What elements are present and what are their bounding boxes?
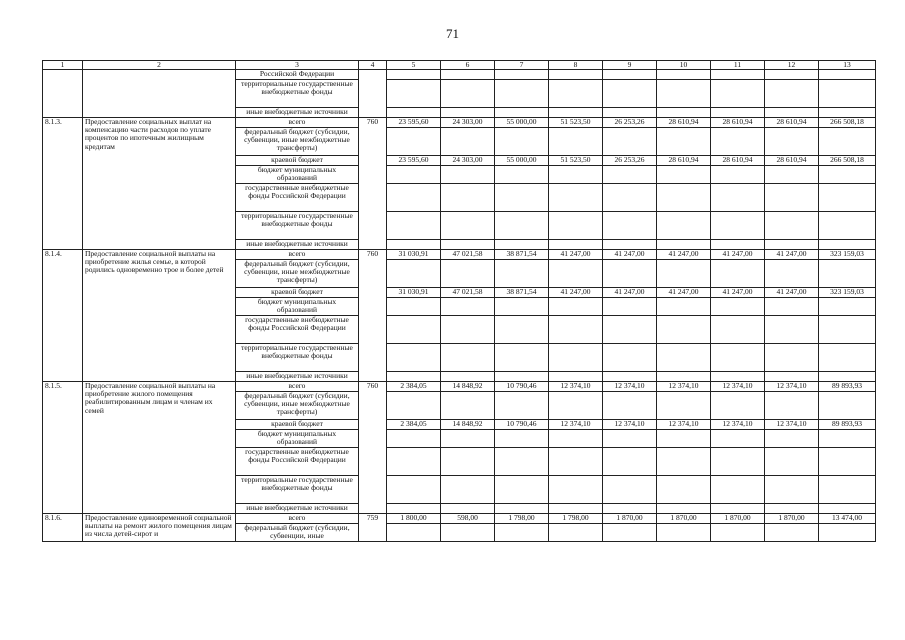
budget-code: 759 [359, 514, 387, 542]
value-cell: 23 595,60 [387, 118, 441, 128]
item-code: 8.1.4. [43, 250, 83, 382]
value-cell: 38 871,54 [495, 288, 549, 298]
column-header: 4 [359, 61, 387, 70]
value-cell [495, 316, 549, 344]
value-cell [819, 80, 876, 108]
value-cell: 12 374,10 [549, 420, 603, 430]
value-cell: 1 870,00 [711, 514, 765, 524]
value-cell [657, 430, 711, 448]
value-cell: 28 610,94 [657, 118, 711, 128]
value-cell [657, 524, 711, 542]
value-cell [387, 476, 441, 504]
value-cell [549, 430, 603, 448]
value-cell [549, 448, 603, 476]
value-cell: 1 870,00 [765, 514, 819, 524]
value-cell [711, 316, 765, 344]
funding-source: бюджет муниципальных образований [236, 298, 359, 316]
value-cell: 89 893,93 [819, 420, 876, 430]
value-cell: 26 253,26 [603, 118, 657, 128]
value-cell [495, 372, 549, 382]
item-code: 8.1.6. [43, 514, 83, 542]
value-cell [711, 70, 765, 80]
item-name [83, 70, 236, 118]
value-cell [495, 344, 549, 372]
funding-source: территориальные государственные внебюджетные фонды [236, 344, 359, 372]
value-cell: 24 303,00 [441, 156, 495, 166]
value-cell: 24 303,00 [441, 118, 495, 128]
budget-code: 760 [359, 118, 387, 250]
value-cell [603, 372, 657, 382]
value-cell [603, 184, 657, 212]
column-header: 13 [819, 61, 876, 70]
funding-source: иные внебюджетные источники [236, 240, 359, 250]
value-cell [711, 128, 765, 156]
value-cell [711, 524, 765, 542]
value-cell [711, 184, 765, 212]
value-cell [549, 184, 603, 212]
value-cell [549, 344, 603, 372]
value-cell [765, 392, 819, 420]
value-cell: 28 610,94 [657, 156, 711, 166]
value-cell [495, 240, 549, 250]
value-cell [711, 108, 765, 118]
value-cell: 55 000,00 [495, 156, 549, 166]
value-cell: 55 000,00 [495, 118, 549, 128]
budget-code [359, 70, 387, 118]
value-cell: 1 798,00 [495, 514, 549, 524]
value-cell: 2 384,05 [387, 382, 441, 392]
value-cell [549, 166, 603, 184]
value-cell [819, 298, 876, 316]
value-cell [549, 128, 603, 156]
value-cell [549, 108, 603, 118]
value-cell: 28 610,94 [711, 156, 765, 166]
value-cell [711, 260, 765, 288]
budget-code: 760 [359, 250, 387, 382]
value-cell [603, 524, 657, 542]
value-cell [387, 504, 441, 514]
funding-source: иные внебюджетные источники [236, 372, 359, 382]
value-cell [387, 316, 441, 344]
value-cell [441, 128, 495, 156]
value-cell [657, 344, 711, 372]
value-cell: 28 610,94 [711, 118, 765, 128]
value-cell [657, 70, 711, 80]
value-cell [603, 212, 657, 240]
value-cell: 2 384,05 [387, 420, 441, 430]
value-cell [603, 70, 657, 80]
table-row [43, 70, 876, 80]
value-cell [819, 240, 876, 250]
value-cell [387, 448, 441, 476]
value-cell [819, 504, 876, 514]
value-cell [765, 80, 819, 108]
value-cell [819, 166, 876, 184]
table-header-row [43, 61, 876, 70]
value-cell [819, 392, 876, 420]
value-cell [495, 108, 549, 118]
item-name: Предоставление социальной выплаты на приобретение жилого помещения реабилитированным лицам и членам их семей [83, 382, 236, 514]
funding-source: государственные внебюджетные фонды Российской Федерации [236, 448, 359, 476]
value-cell: 12 374,10 [711, 382, 765, 392]
value-cell [765, 184, 819, 212]
value-cell: 12 374,10 [765, 382, 819, 392]
value-cell [387, 212, 441, 240]
value-cell: 12 374,10 [711, 420, 765, 430]
value-cell [387, 70, 441, 80]
value-cell [711, 392, 765, 420]
value-cell [603, 128, 657, 156]
budget-code: 760 [359, 382, 387, 514]
value-cell [657, 260, 711, 288]
funding-source: Российской Федерации [236, 70, 359, 80]
funding-source: государственные внебюджетные фонды Российской Федерации [236, 184, 359, 212]
value-cell [819, 260, 876, 288]
value-cell [495, 504, 549, 514]
value-cell [765, 212, 819, 240]
value-cell [819, 316, 876, 344]
value-cell [549, 298, 603, 316]
value-cell: 41 247,00 [657, 250, 711, 260]
value-cell [819, 108, 876, 118]
value-cell: 38 871,54 [495, 250, 549, 260]
value-cell: 12 374,10 [657, 420, 711, 430]
value-cell: 41 247,00 [711, 288, 765, 298]
value-cell [765, 70, 819, 80]
value-cell [765, 316, 819, 344]
value-cell: 12 374,10 [549, 382, 603, 392]
value-cell: 10 790,46 [495, 420, 549, 430]
funding-source: территориальные государственные внебюджетные фонды [236, 476, 359, 504]
column-header: 7 [495, 61, 549, 70]
value-cell [549, 240, 603, 250]
value-cell: 323 159,03 [819, 288, 876, 298]
value-cell [387, 298, 441, 316]
value-cell [549, 372, 603, 382]
value-cell: 51 523,50 [549, 156, 603, 166]
value-cell [603, 430, 657, 448]
value-cell [387, 128, 441, 156]
value-cell [549, 504, 603, 514]
table-row [43, 118, 876, 128]
item-code: 8.1.5. [43, 382, 83, 514]
page-number: 71 [446, 26, 459, 41]
value-cell [711, 344, 765, 372]
column-header: 11 [711, 61, 765, 70]
value-cell: 41 247,00 [549, 288, 603, 298]
column-header: 9 [603, 61, 657, 70]
value-cell [441, 240, 495, 250]
funding-source: всего [236, 118, 359, 128]
value-cell [657, 316, 711, 344]
value-cell [549, 476, 603, 504]
value-cell [603, 504, 657, 514]
value-cell: 47 021,58 [441, 288, 495, 298]
value-cell [549, 524, 603, 542]
funding-source: федеральный бюджет (субсидии, субвенции, иные межбюджетные трансферты) [236, 128, 359, 156]
value-cell: 12 374,10 [603, 420, 657, 430]
value-cell [657, 184, 711, 212]
value-cell [603, 476, 657, 504]
value-cell [711, 80, 765, 108]
value-cell [711, 476, 765, 504]
value-cell [387, 372, 441, 382]
value-cell: 10 790,46 [495, 382, 549, 392]
funding-source: федеральный бюджет (субсидии, субвенции, иные [236, 524, 359, 542]
value-cell [549, 260, 603, 288]
table-row [43, 250, 876, 260]
funding-source: бюджет муниципальных образований [236, 166, 359, 184]
value-cell [549, 212, 603, 240]
value-cell [441, 184, 495, 212]
value-cell [495, 392, 549, 420]
item-name: Предоставление социальной выплаты на приобретение жилья семье, в которой родились одновременно трое и более детей [83, 250, 236, 382]
value-cell [765, 372, 819, 382]
value-cell [603, 316, 657, 344]
value-cell [765, 524, 819, 542]
value-cell [387, 184, 441, 212]
value-cell: 12 374,10 [657, 382, 711, 392]
value-cell [603, 344, 657, 372]
value-cell [387, 392, 441, 420]
value-cell [765, 476, 819, 504]
value-cell [495, 260, 549, 288]
table-row [43, 514, 876, 524]
value-cell [495, 184, 549, 212]
value-cell [441, 372, 495, 382]
value-cell [549, 70, 603, 80]
funding-source: всего [236, 514, 359, 524]
funding-source: иные внебюджетные источники [236, 504, 359, 514]
value-cell [819, 344, 876, 372]
value-cell [765, 448, 819, 476]
value-cell: 14 848,92 [441, 382, 495, 392]
value-cell [711, 212, 765, 240]
value-cell [711, 240, 765, 250]
value-cell [765, 260, 819, 288]
value-cell [711, 504, 765, 514]
value-cell [819, 128, 876, 156]
value-cell [819, 476, 876, 504]
value-cell [711, 448, 765, 476]
funding-source: краевой бюджет [236, 156, 359, 166]
value-cell [657, 448, 711, 476]
value-cell [441, 316, 495, 344]
value-cell [495, 476, 549, 504]
value-cell [441, 80, 495, 108]
value-cell [441, 344, 495, 372]
table-row [43, 382, 876, 392]
funding-source: государственные внебюджетные фонды Российской Федерации [236, 316, 359, 344]
value-cell [819, 524, 876, 542]
value-cell [657, 298, 711, 316]
value-cell [387, 344, 441, 372]
value-cell: 12 374,10 [603, 382, 657, 392]
value-cell [387, 108, 441, 118]
value-cell [657, 240, 711, 250]
funding-source: территориальные государственные внебюджетные фонды [236, 80, 359, 108]
budget-table [42, 60, 876, 542]
value-cell [603, 392, 657, 420]
value-cell [441, 298, 495, 316]
value-cell [711, 166, 765, 184]
value-cell [819, 184, 876, 212]
value-cell: 266 508,18 [819, 118, 876, 128]
value-cell [441, 212, 495, 240]
value-cell [711, 372, 765, 382]
value-cell [495, 128, 549, 156]
value-cell [387, 240, 441, 250]
value-cell [495, 166, 549, 184]
funding-source: федеральный бюджет (субсидии, субвенции, иные межбюджетные трансферты) [236, 392, 359, 420]
value-cell [441, 392, 495, 420]
item-name: Предоставление социальных выплат на компенсацию части расходов по уплате процентов по ипотечным жилищным кредитам [83, 118, 236, 250]
funding-source: всего [236, 382, 359, 392]
value-cell [441, 524, 495, 542]
value-cell [495, 430, 549, 448]
value-cell: 26 253,26 [603, 156, 657, 166]
value-cell [387, 260, 441, 288]
value-cell [657, 476, 711, 504]
value-cell [603, 240, 657, 250]
value-cell [657, 128, 711, 156]
funding-source: краевой бюджет [236, 288, 359, 298]
value-cell: 14 848,92 [441, 420, 495, 430]
value-cell [711, 430, 765, 448]
value-cell [765, 240, 819, 250]
value-cell [441, 476, 495, 504]
funding-source: федеральный бюджет (субсидии, субвенции, иные межбюджетные трансферты) [236, 260, 359, 288]
value-cell [603, 298, 657, 316]
value-cell: 41 247,00 [603, 288, 657, 298]
column-header: 2 [83, 61, 236, 70]
value-cell [819, 212, 876, 240]
column-header: 6 [441, 61, 495, 70]
value-cell [603, 166, 657, 184]
value-cell: 28 610,94 [765, 118, 819, 128]
value-cell [495, 70, 549, 80]
value-cell [657, 504, 711, 514]
value-cell [441, 260, 495, 288]
value-cell [657, 392, 711, 420]
column-header: 12 [765, 61, 819, 70]
value-cell [603, 260, 657, 288]
value-cell [765, 108, 819, 118]
value-cell: 51 523,50 [549, 118, 603, 128]
value-cell [603, 108, 657, 118]
value-cell [819, 372, 876, 382]
value-cell [387, 524, 441, 542]
funding-source: всего [236, 250, 359, 260]
value-cell [441, 504, 495, 514]
value-cell: 1 800,00 [387, 514, 441, 524]
value-cell: 41 247,00 [603, 250, 657, 260]
value-cell: 1 870,00 [603, 514, 657, 524]
value-cell: 28 610,94 [765, 156, 819, 166]
column-header: 10 [657, 61, 711, 70]
value-cell [657, 108, 711, 118]
value-cell [765, 504, 819, 514]
value-cell: 41 247,00 [549, 250, 603, 260]
value-cell [819, 430, 876, 448]
value-cell [657, 372, 711, 382]
value-cell [765, 166, 819, 184]
value-cell [495, 212, 549, 240]
value-cell: 41 247,00 [711, 250, 765, 260]
value-cell [657, 80, 711, 108]
value-cell [495, 298, 549, 316]
value-cell [819, 70, 876, 80]
value-cell [441, 166, 495, 184]
value-cell [549, 80, 603, 108]
value-cell [603, 80, 657, 108]
value-cell: 41 247,00 [657, 288, 711, 298]
value-cell: 41 247,00 [765, 250, 819, 260]
value-cell: 47 021,58 [441, 250, 495, 260]
funding-source: территориальные государственные внебюджетные фонды [236, 212, 359, 240]
value-cell [549, 392, 603, 420]
column-header: 5 [387, 61, 441, 70]
funding-source: иные внебюджетные источники [236, 108, 359, 118]
value-cell [387, 430, 441, 448]
value-cell: 1 870,00 [657, 514, 711, 524]
value-cell [441, 430, 495, 448]
item-name: Предоставление единовременной социальной выплаты на ремонт жилого помещения лицам из числа детей-сирот и [83, 514, 236, 542]
value-cell: 41 247,00 [765, 288, 819, 298]
value-cell [495, 80, 549, 108]
funding-source: бюджет муниципальных образований [236, 430, 359, 448]
value-cell [441, 70, 495, 80]
value-cell [603, 448, 657, 476]
value-cell [441, 108, 495, 118]
value-cell [765, 128, 819, 156]
value-cell [441, 448, 495, 476]
value-cell [765, 430, 819, 448]
value-cell: 13 474,00 [819, 514, 876, 524]
value-cell [549, 316, 603, 344]
column-header: 8 [549, 61, 603, 70]
value-cell [819, 448, 876, 476]
value-cell [387, 166, 441, 184]
value-cell [711, 298, 765, 316]
value-cell [495, 524, 549, 542]
column-header: 1 [43, 61, 83, 70]
value-cell [765, 298, 819, 316]
item-code: 8.1.3. [43, 118, 83, 250]
value-cell [765, 344, 819, 372]
value-cell: 323 159,03 [819, 250, 876, 260]
value-cell: 23 595,60 [387, 156, 441, 166]
value-cell [657, 166, 711, 184]
funding-source: краевой бюджет [236, 420, 359, 430]
value-cell: 598,00 [441, 514, 495, 524]
value-cell: 31 030,91 [387, 288, 441, 298]
column-header: 3 [236, 61, 359, 70]
value-cell [387, 80, 441, 108]
value-cell: 12 374,10 [765, 420, 819, 430]
value-cell: 89 893,93 [819, 382, 876, 392]
value-cell: 266 508,18 [819, 156, 876, 166]
item-code [43, 70, 83, 118]
value-cell: 1 798,00 [549, 514, 603, 524]
value-cell: 31 030,91 [387, 250, 441, 260]
value-cell [657, 212, 711, 240]
value-cell [495, 448, 549, 476]
